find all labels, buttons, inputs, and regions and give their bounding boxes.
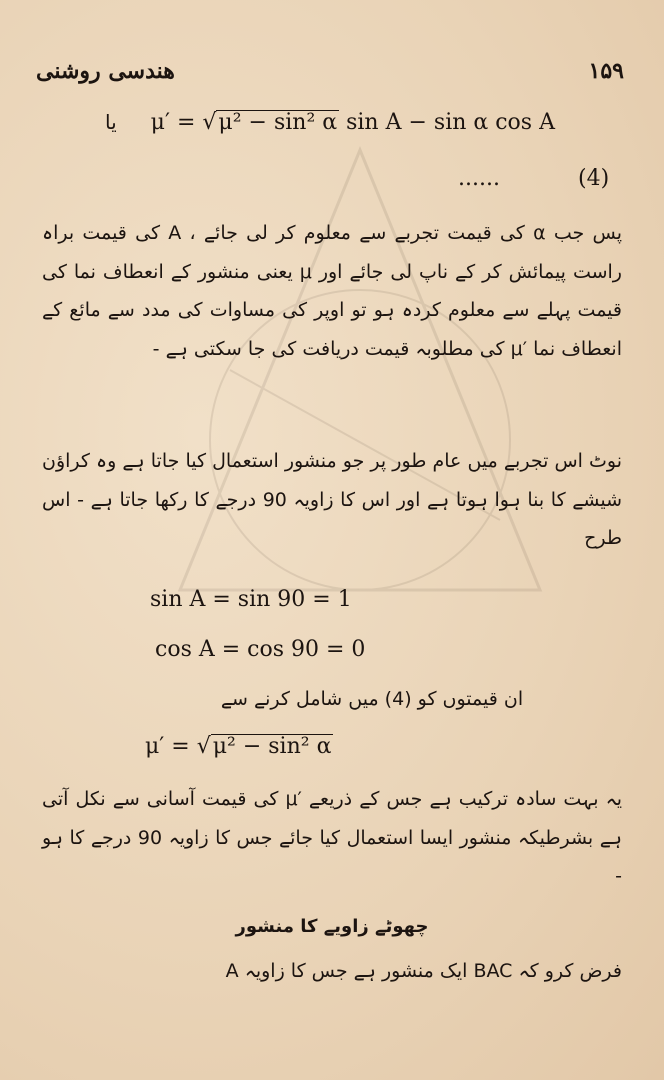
equation-1-rest: sin A − sin α cos A: [339, 110, 555, 135]
paragraph-2: نوٹ اس تجربے میں عام طور پر جو منشور استعمال کیا جاتا ہے وہ کراؤن شیشے کا بنا ہوا ہوتا ہے اور اس کا زاویہ 90 درجے کا رکھا جاتا ہے - اس طرح: [42, 450, 622, 549]
equation-4-lhs: μ′ = √: [145, 734, 211, 759]
equation-1-lhs: μ′ = √: [150, 110, 217, 135]
paragraph-4: یہ بہت سادہ ترکیب ہے جس کے ذریعے ′μ کی قیمت آسانی سے نکل آتی ہے بشرطیکہ منشور ایسا استعمال کیا جائے جس کا زاویہ 90 درجے کا ہو -: [42, 788, 622, 887]
book-title: هندسی روشنی: [36, 58, 175, 84]
equation-1: [105, 110, 555, 135]
paragraph-3: ان قیمتوں کو (4) میں شامل کرنے سے: [220, 688, 524, 710]
equation-1-prefix: یا: [105, 110, 117, 134]
section-heading: چھوٹے زاویے کا منشور: [235, 916, 429, 937]
equation-3: cos A = cos 90 = 0: [155, 637, 366, 662]
equation-1-dots: ......: [458, 166, 500, 191]
paragraph-5: فرض کرو کہ BAC ایک منشور ہے جس کا زاویہ A: [225, 960, 622, 982]
equation-4: [145, 734, 333, 759]
equation-4-radicand: μ² − sin² α: [212, 734, 332, 759]
page-header: [30, 58, 624, 92]
page-number: ۱۵۹: [588, 58, 624, 84]
paragraph-1: پس جب α کی قیمت تجربے سے معلوم کر لی جائے ، A کی قیمت براہ راست پیمائش کر کے ناپ لی جائے اور μ یعنی منشور کے انعطاف نما کی قیمت پہلے سے معلوم کردہ ہو تو اوپر کی مساوات کی مدد سے مائع کے انعطاف نما ′μ کی مطلوبہ قیمت دریافت کی جا سکتی ہے -: [42, 222, 623, 360]
equation-1-radicand: μ² − sin² α: [218, 110, 338, 135]
equation-1-number: (4): [578, 166, 610, 191]
equation-2: sin A = sin 90 = 1: [150, 587, 352, 612]
